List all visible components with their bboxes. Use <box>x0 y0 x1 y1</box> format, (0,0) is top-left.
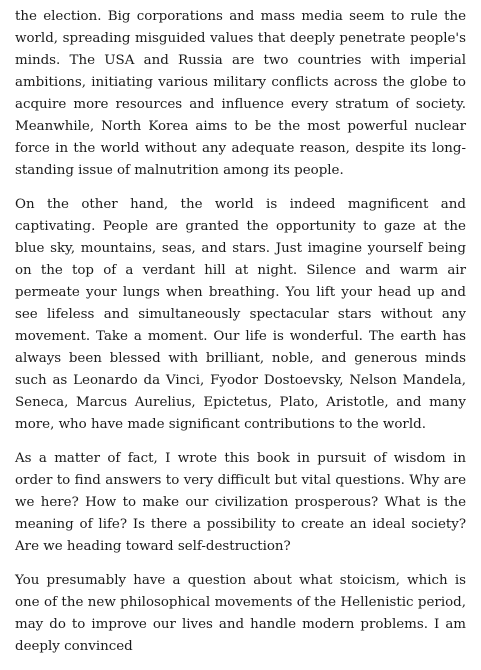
document-page <box>15 6 466 670</box>
paragraph-world-magnificent: On the other hand, the world is indeed magnificent and captivating. People are granted the opportunity to gaze at the blue sky, mountains, seas, and stars. Just imagine yourself being on the top of a verdant hill at night. Silence and warm air permeate your lungs when breathing. You lift your head up and see lifeless and simultaneously spectacular stars without any movement. Take a moment. Our life is wonderful. The earth has always been blessed with brilliant, noble, and generous minds such as Leonardo da Vinci, Fyodor Dostoevsky, Nelson Mandela, Seneca, Marcus Aurelius, Epictetus, Plato, Aristotle, and many more, who have made significant contributions to the world. <box>15 197 466 432</box>
paragraph-stoicism-question: You presumably have a question about what stoicism, which is one of the new philosophical movements of the Hellenistic period, may do to improve our lives and handle modern problems. I am deeply convinced <box>15 573 466 654</box>
paragraph-world-conflicts: the election. Big corporations and mass media seem to rule the world, spreading misguided values that deeply penetrate people's minds. The USA and Russia are two countries with imperial ambitions, initiating various military conflicts across the globe to acquire more resources and influence every stratum of society. Meanwhile, North Korea aims to be the most powerful nuclear force in the world without any adequate reason, despite its long-standing issue of malnutrition among its people. <box>15 9 466 178</box>
paragraph-book-purpose: As a matter of fact, I wrote this book in pursuit of wisdom in order to find answers to very difficult but vital questions. Why are we here? How to make our civilization prosperous? What is the meaning of life? Is there a possibility to create an ideal society? Are we heading toward self-destruction? <box>15 451 466 554</box>
